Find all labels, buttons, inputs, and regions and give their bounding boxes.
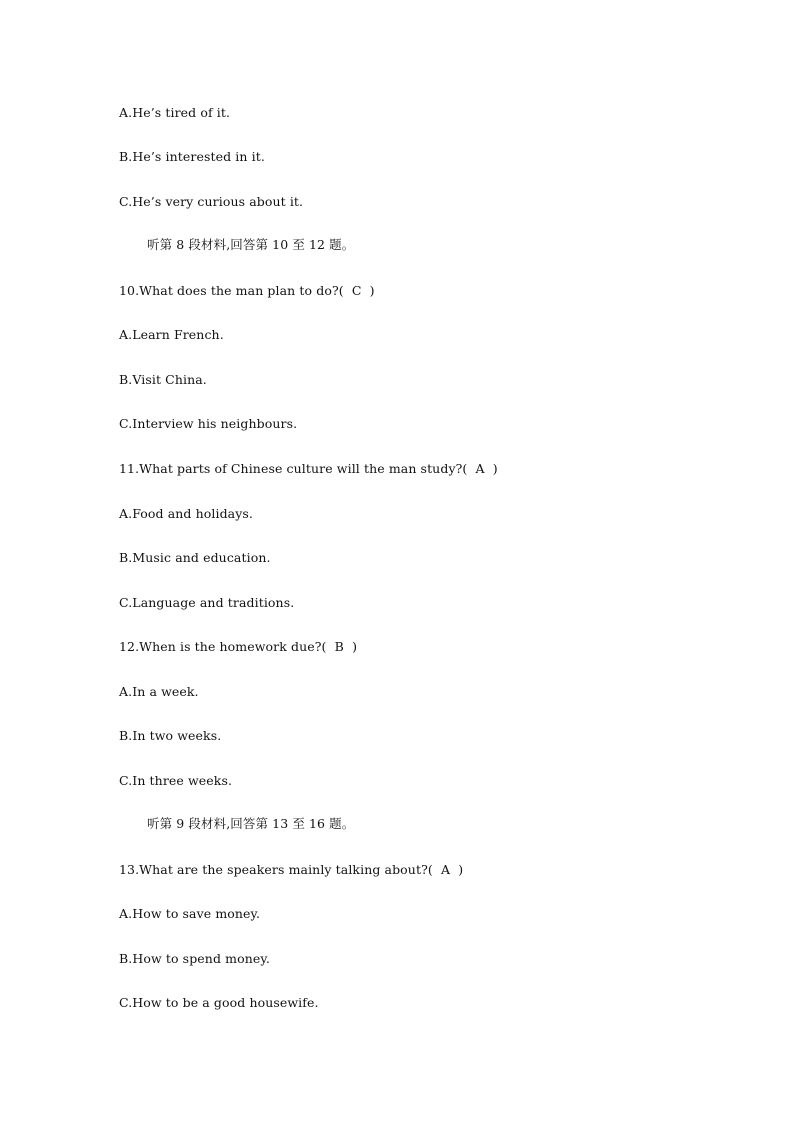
option-11a: A.Food and holidays. [119,506,253,521]
option-11c: C.Language and traditions. [119,595,295,610]
section-heading-material-8: 听第 8 段材料,回答第 10 至 12 题。 [147,237,355,252]
option-9c: C.He’s very curious about it. [119,194,304,209]
option-10a: A.Learn French. [119,327,224,342]
option-12a: A.In a week. [119,684,199,699]
option-12b: B.In two weeks. [119,728,222,743]
option-13a: A.How to save money. [119,906,261,921]
option-9a: A.He’s tired of it. [119,105,231,120]
option-10b: B.Visit China. [119,372,207,387]
option-13b: B.How to spend money. [119,951,270,966]
option-9b: B.He’s interested in it. [119,149,265,164]
option-10c: C.Interview his neighbours. [119,416,298,431]
option-11b: B.Music and education. [119,550,271,565]
option-13c: C.How to be a good housewife. [119,995,319,1010]
question-12: 12.When is the homework due?( B ) [119,639,358,654]
section-heading-material-9: 听第 9 段材料,回答第 13 至 16 题。 [147,816,355,831]
question-10: 10.What does the man plan to do?( C ) [119,283,375,298]
question-11: 11.What parts of Chinese culture will the man study?( A ) [119,461,498,476]
question-13: 13.What are the speakers mainly talking about?( A ) [119,862,464,877]
option-12c: C.In three weeks. [119,773,233,788]
